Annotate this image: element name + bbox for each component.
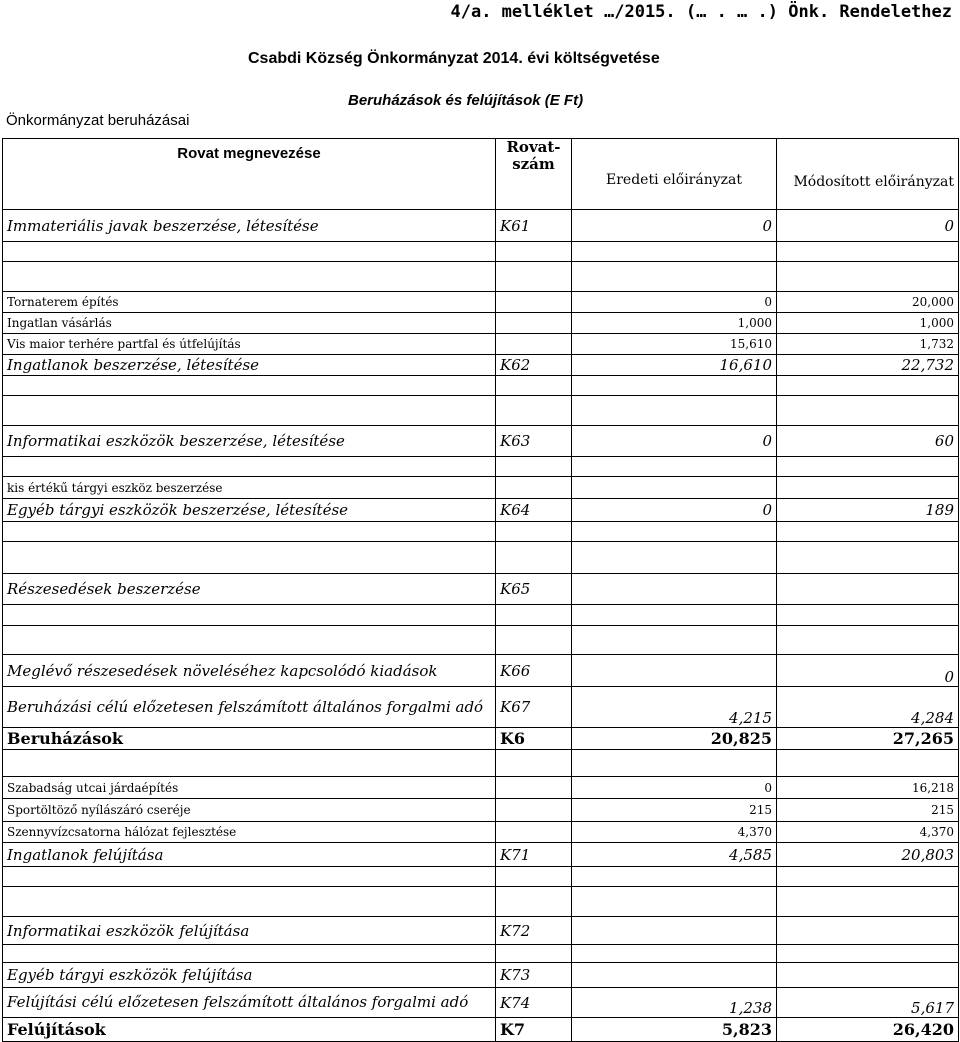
row-code xyxy=(496,626,572,655)
row-modified-amount xyxy=(777,945,959,963)
row-original-amount: 1,000 xyxy=(572,313,777,334)
row-original-amount xyxy=(572,750,777,777)
row-name xyxy=(3,522,496,542)
row-original-amount: 215 xyxy=(572,799,777,822)
row-code xyxy=(496,867,572,887)
row-code: K61 xyxy=(496,210,572,242)
blank-row xyxy=(3,457,959,477)
row-code xyxy=(496,396,572,426)
row-modified-amount: 22,732 xyxy=(777,355,959,376)
row-name: Informatikai eszközök felújítása xyxy=(3,917,496,945)
row-code: K65 xyxy=(496,574,572,605)
row-name xyxy=(3,750,496,777)
row-original-amount: 1,238 xyxy=(572,988,777,1018)
row-modified-amount: 4,370 xyxy=(777,822,959,843)
blank-row xyxy=(3,242,959,262)
row-original-amount: 16,610 xyxy=(572,355,777,376)
row-name: Szabadság utcai járdaépítés xyxy=(3,777,496,799)
row-original-amount: 0 xyxy=(572,292,777,313)
blank-row xyxy=(3,376,959,396)
row-code: K71 xyxy=(496,843,572,867)
row-code xyxy=(496,457,572,477)
row-modified-amount: 16,218 xyxy=(777,777,959,799)
row-original-amount xyxy=(572,542,777,574)
blank-row xyxy=(3,750,959,777)
row-modified-amount xyxy=(777,867,959,887)
row-code: K7 xyxy=(496,1018,572,1042)
row-original-amount xyxy=(572,945,777,963)
row-original-amount xyxy=(572,376,777,396)
table-row xyxy=(3,426,959,457)
row-code xyxy=(496,750,572,777)
row-name: Felújítási célú előzetesen felszámított általános forgalmi adó xyxy=(3,988,496,1018)
column-header-name: Rovat megnevezése xyxy=(3,139,496,210)
row-original-amount xyxy=(572,867,777,887)
row-modified-amount: 0 xyxy=(777,210,959,242)
row-modified-amount xyxy=(777,477,959,499)
row-modified-amount xyxy=(777,376,959,396)
row-original-amount xyxy=(572,887,777,917)
row-code xyxy=(496,777,572,799)
table-row xyxy=(3,499,959,522)
row-original-amount: 4,370 xyxy=(572,822,777,843)
row-code: K72 xyxy=(496,917,572,945)
row-code: K63 xyxy=(496,426,572,457)
row-modified-amount: 26,420 xyxy=(777,1018,959,1042)
decree-reference: 4/a. melléklet …/2015. (… . … .) Önk. Rendelethez xyxy=(450,2,952,22)
row-modified-amount: 215 xyxy=(777,799,959,822)
row-name: Ingatlanok felújítása xyxy=(3,843,496,867)
row-code xyxy=(496,542,572,574)
row-modified-amount xyxy=(777,626,959,655)
row-code: K74 xyxy=(496,988,572,1018)
row-name xyxy=(3,457,496,477)
table-row xyxy=(3,822,959,843)
row-modified-amount xyxy=(777,242,959,262)
row-name: Informatikai eszközök beszerzése, létesítése xyxy=(3,426,496,457)
row-code: K62 xyxy=(496,355,572,376)
row-name: Sportöltöző nyílászáró cseréje xyxy=(3,799,496,822)
header-row xyxy=(3,139,959,210)
row-code xyxy=(496,477,572,499)
row-name xyxy=(3,626,496,655)
row-code: K73 xyxy=(496,963,572,988)
row-code: K64 xyxy=(496,499,572,522)
row-original-amount xyxy=(572,605,777,626)
row-name: Ingatlan vásárlás xyxy=(3,313,496,334)
table-subtitle: Beruházások és felújítások (E Ft) xyxy=(348,92,584,109)
row-name xyxy=(3,887,496,917)
row-original-amount: 4,585 xyxy=(572,843,777,867)
row-modified-amount: 4,284 xyxy=(777,687,959,728)
row-name: Egyéb tárgyi eszközök beszerzése, létesítése xyxy=(3,499,496,522)
table-row xyxy=(3,963,959,988)
row-original-amount xyxy=(572,477,777,499)
column-header-code xyxy=(496,139,572,210)
row-original-amount: 5,823 xyxy=(572,1018,777,1042)
table-row xyxy=(3,355,959,376)
row-modified-amount: 20,000 xyxy=(777,292,959,313)
table-row xyxy=(3,574,959,605)
row-code xyxy=(496,313,572,334)
row-code: K6 xyxy=(496,728,572,750)
row-original-amount xyxy=(572,655,777,687)
row-original-amount xyxy=(572,917,777,945)
section-label: Önkormányzat beruházásai xyxy=(6,112,190,129)
row-code xyxy=(496,262,572,292)
row-modified-amount xyxy=(777,605,959,626)
table-row xyxy=(3,655,959,687)
row-original-amount xyxy=(572,574,777,605)
row-modified-amount xyxy=(777,522,959,542)
row-original-amount xyxy=(572,963,777,988)
table-row xyxy=(3,843,959,867)
row-code xyxy=(496,605,572,626)
row-code xyxy=(496,887,572,917)
table-row xyxy=(3,313,959,334)
row-name xyxy=(3,605,496,626)
row-original-amount: 15,610 xyxy=(572,334,777,355)
row-original-amount: 0 xyxy=(572,426,777,457)
row-name: Vis maior terhére partfal és útfelújítás xyxy=(3,334,496,355)
row-name: Beruházási célú előzetesen felszámított általános forgalmi adó xyxy=(3,687,496,728)
row-name: Egyéb tárgyi eszközök felújítása xyxy=(3,963,496,988)
table-row xyxy=(3,777,959,799)
row-modified-amount: 0 xyxy=(777,655,959,687)
row-original-amount: 20,825 xyxy=(572,728,777,750)
table-row xyxy=(3,687,959,728)
row-code xyxy=(496,242,572,262)
row-name: Immateriális javak beszerzése, létesítése xyxy=(3,210,496,242)
blank-row xyxy=(3,522,959,542)
table-row xyxy=(3,988,959,1018)
row-modified-amount: 1,732 xyxy=(777,334,959,355)
document-title: Csabdi Község Önkormányzat 2014. évi költségvetése xyxy=(248,50,660,67)
row-modified-amount xyxy=(777,917,959,945)
row-name: Tornaterem építés xyxy=(3,292,496,313)
row-code xyxy=(496,376,572,396)
row-code xyxy=(496,945,572,963)
row-original-amount xyxy=(572,396,777,426)
row-name xyxy=(3,262,496,292)
row-original-amount xyxy=(572,262,777,292)
row-code xyxy=(496,822,572,843)
blank-row xyxy=(3,605,959,626)
column-header-code-text: Rovat- szám xyxy=(506,138,561,173)
row-modified-amount xyxy=(777,750,959,777)
row-code: K67 xyxy=(496,687,572,728)
row-name xyxy=(3,945,496,963)
table-row xyxy=(3,799,959,822)
blank-row xyxy=(3,887,959,917)
row-original-amount: 0 xyxy=(572,210,777,242)
row-original-amount xyxy=(572,522,777,542)
row-modified-amount: 20,803 xyxy=(777,843,959,867)
row-original-amount xyxy=(572,242,777,262)
blank-row xyxy=(3,945,959,963)
table-row xyxy=(3,728,959,750)
column-header-original: Eredeti előirányzat xyxy=(572,139,777,210)
row-original-amount: 0 xyxy=(572,499,777,522)
row-original-amount: 4,215 xyxy=(572,687,777,728)
row-name: Meglévő részesedések növeléséhez kapcsolódó kiadások xyxy=(3,655,496,687)
table-row xyxy=(3,917,959,945)
row-modified-amount: 189 xyxy=(777,499,959,522)
row-original-amount xyxy=(572,626,777,655)
row-modified-amount: 60 xyxy=(777,426,959,457)
row-modified-amount: 5,617 xyxy=(777,988,959,1018)
row-code xyxy=(496,334,572,355)
blank-row xyxy=(3,396,959,426)
row-name: kis értékű tárgyi eszköz beszerzése xyxy=(3,477,496,499)
row-modified-amount xyxy=(777,887,959,917)
row-modified-amount xyxy=(777,963,959,988)
blank-row xyxy=(3,542,959,574)
blank-row xyxy=(3,626,959,655)
row-code xyxy=(496,292,572,313)
row-modified-amount xyxy=(777,574,959,605)
row-modified-amount xyxy=(777,262,959,292)
row-name xyxy=(3,242,496,262)
row-name: Részesedések beszerzése xyxy=(3,574,496,605)
table-row xyxy=(3,210,959,242)
column-header-modified: Módosított előirányzat xyxy=(777,139,959,210)
row-modified-amount xyxy=(777,457,959,477)
row-code xyxy=(496,522,572,542)
row-modified-amount: 27,265 xyxy=(777,728,959,750)
row-code xyxy=(496,799,572,822)
blank-row xyxy=(3,867,959,887)
row-original-amount: 0 xyxy=(572,777,777,799)
row-modified-amount xyxy=(777,542,959,574)
row-name: Beruházások xyxy=(3,728,496,750)
row-modified-amount xyxy=(777,396,959,426)
row-original-amount xyxy=(572,457,777,477)
row-modified-amount: 1,000 xyxy=(777,313,959,334)
table-row xyxy=(3,292,959,313)
table-row xyxy=(3,1018,959,1042)
table-row xyxy=(3,334,959,355)
row-name xyxy=(3,376,496,396)
row-name xyxy=(3,867,496,887)
blank-row xyxy=(3,262,959,292)
row-name xyxy=(3,396,496,426)
row-code: K66 xyxy=(496,655,572,687)
budget-table xyxy=(2,138,959,1042)
row-name: Szennyvízcsatorna hálózat fejlesztése xyxy=(3,822,496,843)
table-row xyxy=(3,477,959,499)
row-name: Ingatlanok beszerzése, létesítése xyxy=(3,355,496,376)
row-name: Felújítások xyxy=(3,1018,496,1042)
row-name xyxy=(3,542,496,574)
